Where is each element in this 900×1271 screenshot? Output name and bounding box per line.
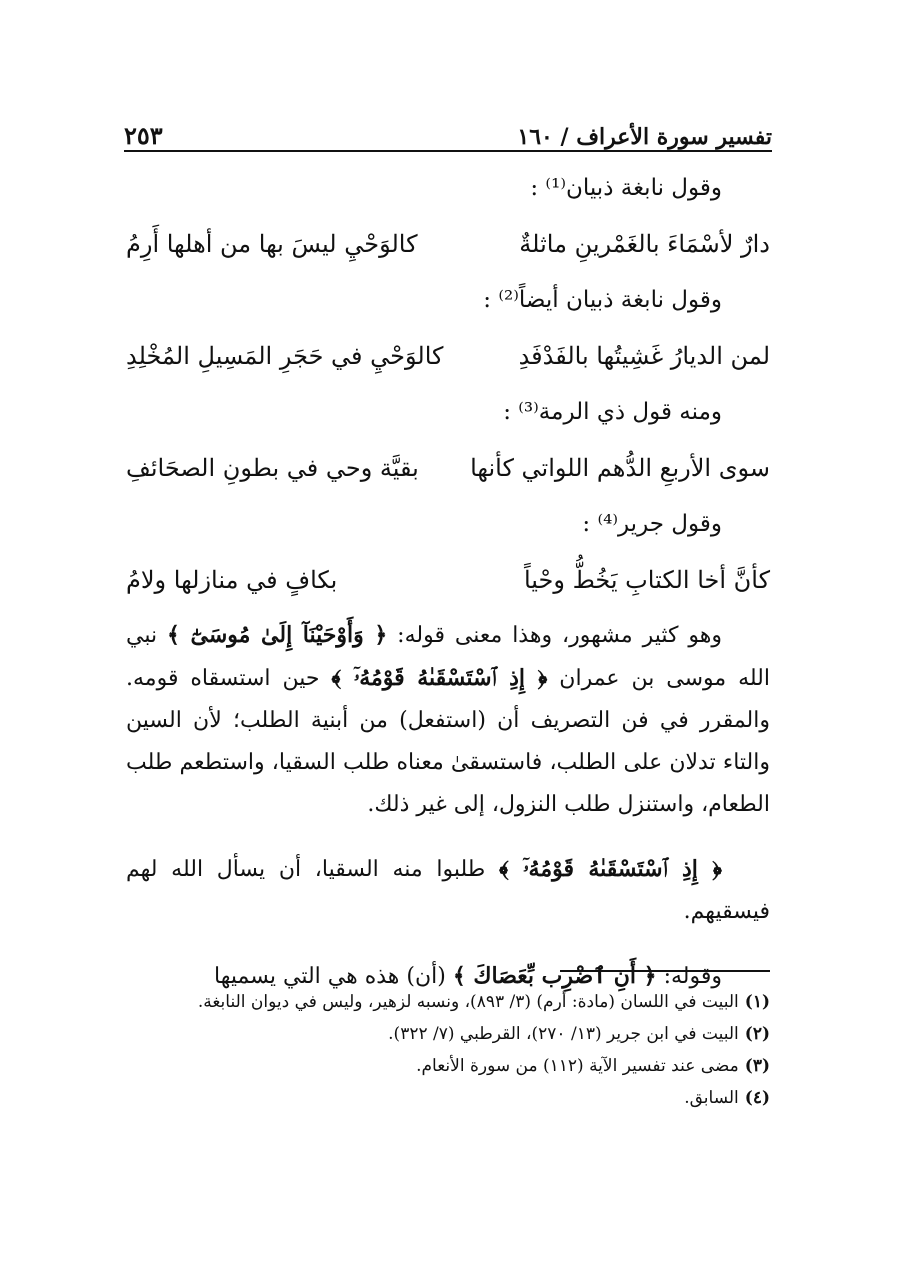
footnote-3-text: مضى عند تفسير الآية (١١٢) من سورة الأنعام. [416, 1056, 739, 1076]
footnote-4-number: (٤) [744, 1088, 770, 1108]
footnote-rule [560, 970, 770, 972]
page-number: ٢٥٣ [124, 121, 163, 150]
quran-quote-istasqahu: ﴿ إِذِ ٱسْتَسْقَىٰهُ قَوْمُهُۥٓ ﴾ [331, 665, 548, 691]
footnote-4 [126, 1082, 770, 1114]
paragraph-3-text: (أن) هذه هي التي يسميها [214, 964, 446, 989]
verse-intro-3: ومنه قول ذي الرمة⁽³⁾ : [503, 399, 722, 425]
footnote-4-text: السابق. [684, 1088, 739, 1108]
running-header [124, 110, 772, 150]
footnote-3 [126, 1050, 770, 1082]
paragraph-1-text-b: نبي الله موسى بن عمران [126, 623, 770, 691]
verse-4-first-hemistich: كأنَّ أخا الكتابِ يَخُطُّ وحْياً [523, 566, 770, 594]
page-body [126, 160, 770, 1020]
footnote-3-number: (٣) [744, 1056, 770, 1076]
poem-verse-1 [126, 216, 770, 272]
poem-verse-2 [126, 328, 770, 384]
quran-quote-awhayna: ﴿ وَأَوْحَيْنَآ إِلَىٰ مُوسَىٰٓ ﴾ [167, 622, 388, 648]
poem-verse-3 [126, 440, 770, 496]
paragraph-3-opening: وقوله: [663, 964, 722, 989]
verse-1-first-hemistich: دارٌ لأسْمَاءَ بالغَمْرينِ ماثلةٌ [519, 230, 770, 258]
footnote-1-number: (١) [744, 992, 770, 1012]
poem-verse-4 [126, 552, 770, 608]
paragraph-1-text-c: حين استسقاه قومه. والمقرر في فن التصريف أن (استفعل) من أبنية الطلب؛ لأن السين والتاء تدلان على الطلب، فاستسقىٰ معناه طلب السقيا، واستطعم طلب الطعام، واستنزل طلب النزول، إلى غير ذلك. [126, 666, 770, 817]
footnote-1 [126, 986, 770, 1018]
paragraph-explanation [126, 848, 770, 933]
header-rule [124, 150, 772, 152]
paragraph-istisqa [126, 614, 770, 826]
footnote-2-text: البيت في ابن جرير (١٣/ ٢٧٠)، القرطبي (٧/ ٣٢٢). [388, 1024, 739, 1044]
quran-quote-istasqahu-2: ﴿ إِذِ ٱسْتَسْقَىٰهُ قَوْمُهُۥٓ ﴾ [498, 856, 722, 882]
verse-intro-2: وقول نابغة ذبيان أيضاً⁽²⁾ : [483, 287, 722, 313]
footnote-2 [126, 1018, 770, 1050]
footnote-2-number: (٢) [744, 1024, 770, 1044]
header-title: تفسير سورة الأعراف / ١٦٠ [517, 124, 772, 150]
verse-4-second-hemistich: بكافٍ في منازلها ولامُ [126, 566, 338, 594]
verse-intro-4: وقول جرير⁽⁴⁾ : [582, 511, 722, 537]
verse-2-second-hemistich: كالوَحْيِ في حَجَرِ المَسِيلِ المُخْلِدِ [126, 342, 444, 370]
paragraph-2-text: طلبوا منه السقيا، أن يسأل الله لهم فيسقيهم. [126, 857, 770, 924]
verse-3-second-hemistich: بقيَّة وحي في بطونِ الصحَائفِ [126, 454, 419, 482]
verse-3-first-hemistich: سوى الأربعِ الدُّهم اللواتي كأنها [470, 454, 770, 482]
quran-quote-idrib: ﴿ أَنِ ٱضْرِب بِّعَصَاكَ ﴾ [452, 963, 657, 989]
footnotes [126, 986, 770, 1114]
verse-intro-1: وقول نابغة ذبيان⁽¹⁾ : [530, 175, 722, 201]
paragraph-1-opening: وهو كثير مشهور، وهذا معنى قوله: [397, 623, 722, 648]
verse-1-second-hemistich: كالوَحْيِ ليسَ بها من أهلها أَرِمُ [126, 230, 418, 258]
verse-2-first-hemistich: لمن الديارُ غَشِيتُها بالفَدْفَدِ [518, 342, 770, 370]
footnote-1-text: البيت في اللسان (مادة: أرم) (٣/ ٨٩٣)، ونسبه لزهير، وليس في ديوان النابغة. [197, 992, 739, 1012]
